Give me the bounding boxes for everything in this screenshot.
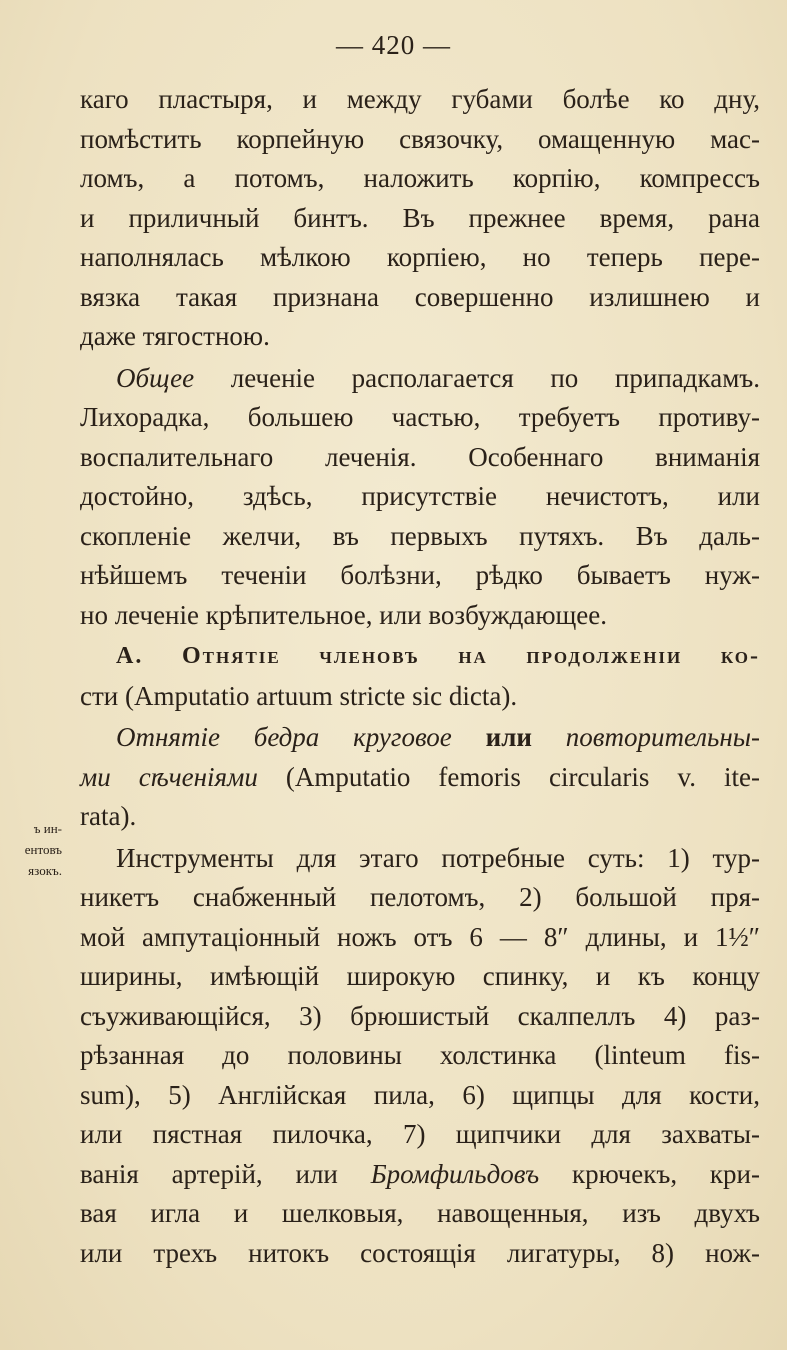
text-line: помѣстить корпейную связочку, омащенную мас- [80,123,760,154]
text-line: или пястная пилочка, 7) щипчики для захваты- [80,1119,760,1149]
text-line: каго пластыря, и между губами болѣе ко дну, [80,84,760,114]
text-line: или трехъ нитокъ состоящія лигатуры, 8) нож- [80,1237,760,1268]
text-line: ширины, имѣющій широкую спинку, и къ концу [80,961,760,991]
text-line [80,1155,760,1195]
text-line: Инструменты для этаго потребные суть: 1) тур- [116,842,760,873]
text-span: крючекъ, кри- [539,1158,760,1189]
text-line: никетъ снабженный пелотомъ, 2) большой пря- [80,882,760,912]
text-line: съуживающійся, 3) брюшистый скалпеллъ 4) раз- [80,1000,760,1031]
text-span: ванія артерій, или [80,1158,371,1189]
text-line [80,359,760,399]
text-line: но леченіе крѣпительное, или возбуждающее. [80,599,608,630]
text-line: мой ампутаціонный ножъ отъ 6 — 8″ длины, и 1½″ [80,921,760,952]
italic-term: Бромфильдовъ [370,1158,540,1189]
italic-term: Общее [116,362,195,393]
margin-note-line: язокъ. [28,863,62,878]
text-line: Лихорадка, большею частью, требуетъ противу- [80,402,760,432]
text-line: ломъ, а потомъ, наложить корпію, компрессъ [80,163,760,193]
text-span: (Amputatio femoris circularis v. ite- [257,761,760,792]
italic-term: повторительны- [565,722,760,752]
section-heading-line: сти (Amputatio artuum stricte sic dicta). [80,680,518,711]
text-line: sum), 5) Англійская пила, 6) щипцы для кости, [80,1079,760,1110]
text-line [80,718,760,758]
text-span: или [451,722,566,752]
text-line: скопленіе желчи, въ первыхъ путяхъ. Въ даль- [80,520,760,551]
italic-term: Отнятіе бедра круговое [116,722,452,752]
text-line [80,758,760,798]
section-heading [80,637,760,716]
margin-note-line: ъ ин- [33,821,62,836]
margin-note [0,818,62,881]
page-number: — 420 — [336,30,451,60]
text-line: даже тягостною. [80,321,270,351]
body-text [80,80,760,1273]
text-line: достойно, здѣсь, присутствіе нечистотъ, или [80,481,760,511]
text-span: леченіе располагается по припадкамъ. [194,362,760,393]
italic-term: ми сѣченіями [80,761,258,792]
paragraph-instruments [80,839,760,1274]
paragraph-femur-amputation [80,718,760,837]
text-line: рѣзанная до половины холстинка (linteum fis- [80,1040,760,1070]
text-line: нѣйшемъ теченіи болѣзни, рѣдко бываетъ нуж- [80,560,760,590]
paragraph-general-treatment [80,359,760,636]
paragraph-dressing [80,80,760,357]
margin-note-line: ентовъ [24,842,62,857]
text-line: наполнялась мѣлкою корпіею, но теперь пере- [80,242,760,272]
text-line: воспалительнаго леченія. Особеннаго вниманія [80,441,760,472]
text-line: и приличный бинтъ. Въ прежнее время, рана [80,202,760,233]
section-heading-line: А. Отнятіе членовъ на продолженіи ко- [116,643,760,669]
text-line: rata). [80,801,137,831]
text-line: вязка такая признана совершенно излишнею и [80,281,760,312]
text-line: вая игла и шелковыя, навощенныя, изъ двухъ [80,1198,760,1228]
